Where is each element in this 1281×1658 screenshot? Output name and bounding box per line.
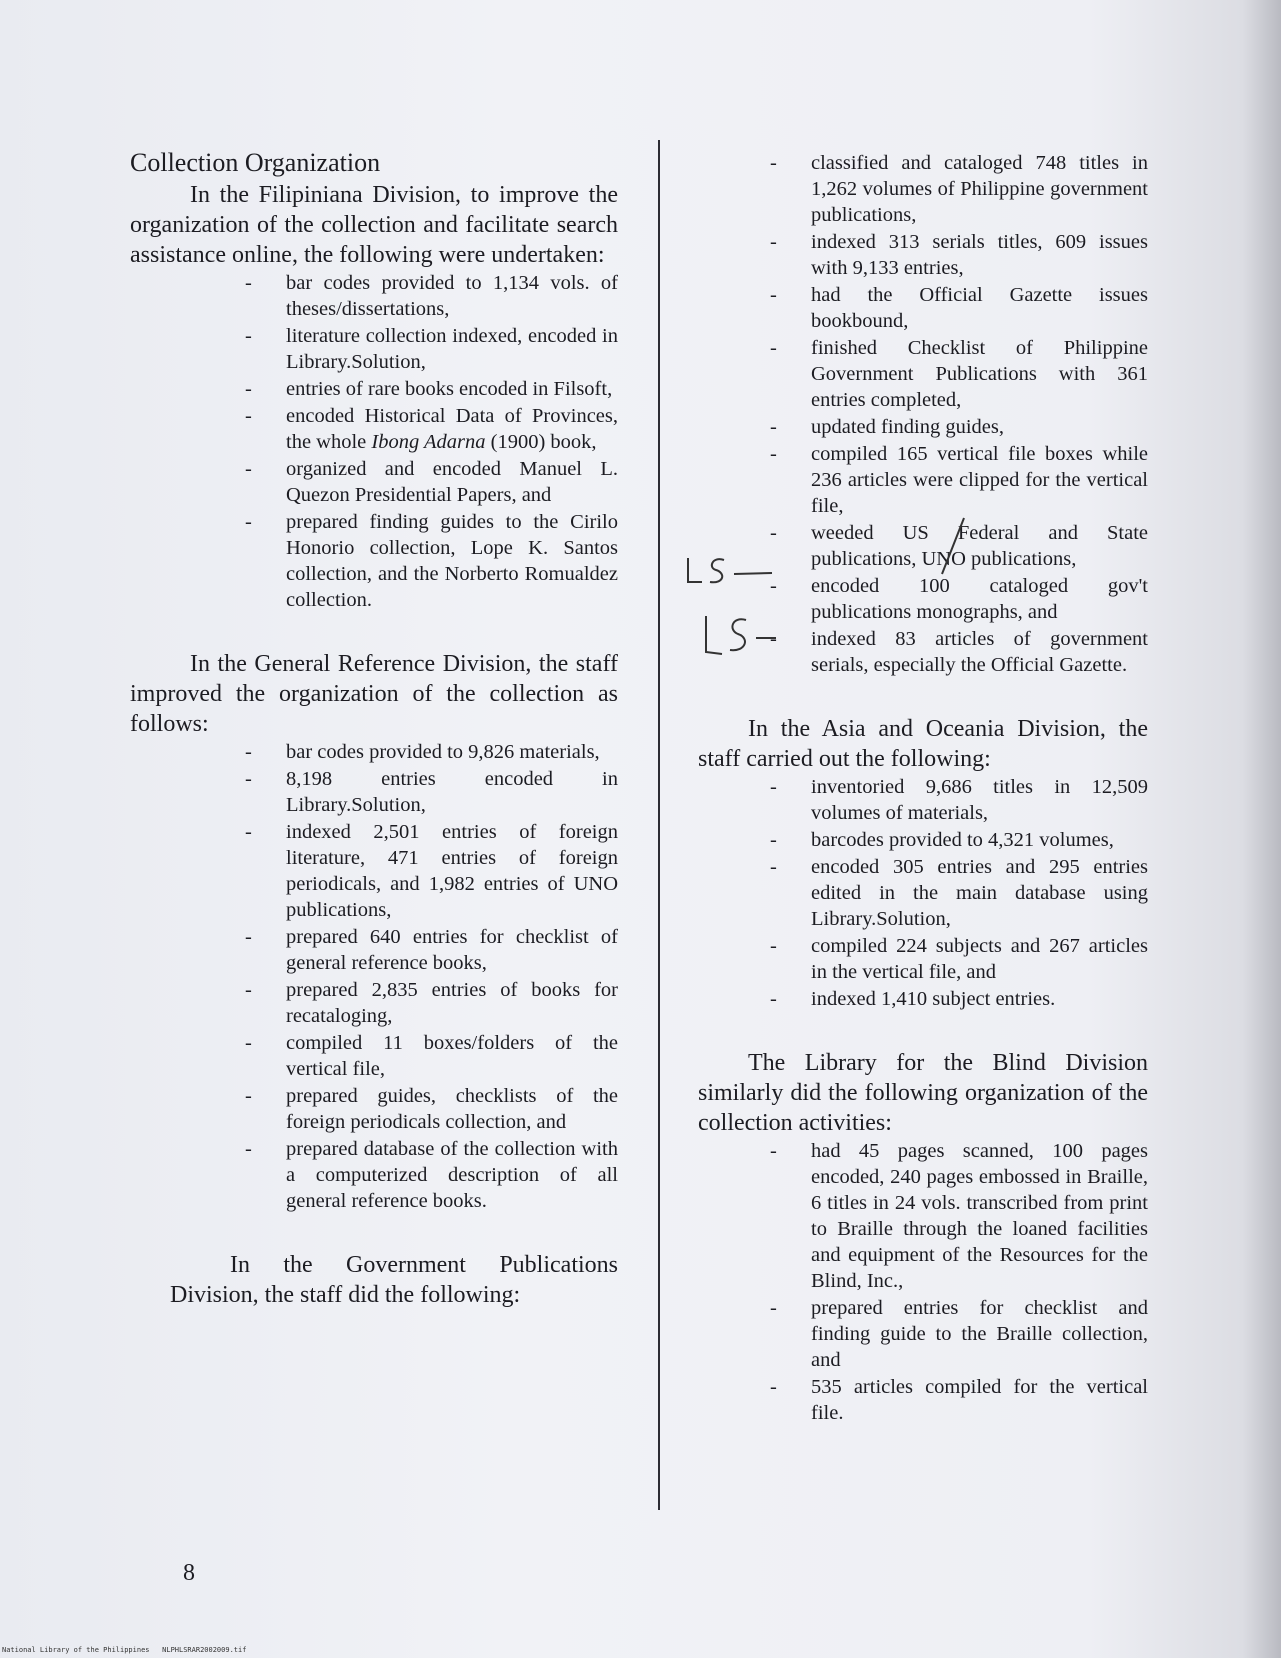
list-item-tail: (1900) book, xyxy=(490,431,597,453)
list-item: - updated finding guides, xyxy=(698,414,1148,440)
list-item-text: encoded Historical Data of Provinces, the whole xyxy=(286,405,618,453)
column-divider xyxy=(658,140,660,1510)
blind-intro: The Library for the Blind Division similarly did the following organization of the collection activities: xyxy=(698,1050,1148,1136)
page-number: 8 xyxy=(183,1560,195,1586)
list-item: - classified and cataloged 748 titles in 1,262 volumes of Philippine government publications, xyxy=(698,150,1148,228)
general-reference-list xyxy=(130,739,618,1214)
list-item: - compiled 11 boxes/folders of the vertical file, xyxy=(130,1030,618,1082)
list-item: - prepared finding guides to the Cirilo Honorio collection, Lope K. Santos collection, and the Norberto Romualdez collection. xyxy=(130,509,618,613)
list-item: - bar codes provided to 9,826 materials, xyxy=(130,739,618,765)
section-heading: Collection Organization xyxy=(130,148,381,177)
handwritten-mark xyxy=(938,516,968,576)
list-item: - indexed 2,501 entries of foreign literature, 471 entries of foreign periodicals, and 1,982 entries of UNO publications, xyxy=(130,819,618,923)
right-column xyxy=(698,150,1148,1427)
asia-oceania-list xyxy=(698,774,1148,1012)
list-item: - literature collection indexed, encoded in Library.Solution, xyxy=(130,323,618,375)
asia-oceania-intro: In the Asia and Oceania Division, the staff carried out the following: xyxy=(698,716,1148,772)
list-item: - entries of rare books encoded in Filsoft, xyxy=(130,376,618,402)
general-reference-intro: In the General Reference Division, the staff improved the organization of the collection as follows: xyxy=(130,651,618,737)
government-publications-list xyxy=(698,150,1148,678)
list-item: - compiled 165 vertical file boxes while 236 articles were clipped for the vertical file, xyxy=(698,441,1148,519)
list-item: - 535 articles compiled for the vertical file. xyxy=(698,1374,1148,1426)
list-item xyxy=(130,403,618,455)
list-item: - weeded US Federal and State publications, UNO publications, xyxy=(698,520,1148,572)
list-item: - prepared database of the collection with a computerized description of all general reference books. xyxy=(130,1136,618,1214)
government-publications-intro: In the Government Publications Division, the staff did the following: xyxy=(170,1252,618,1308)
list-item: - encoded 100 cataloged gov't publications monographs, and xyxy=(698,573,1148,625)
list-item: - indexed 1,410 subject entries. xyxy=(698,986,1148,1012)
list-item: - had 45 pages scanned, 100 pages encoded, 240 pages embossed in Braille, 6 titles in 24 vols. transcribed from print to Braille through the loaned facilities and equipment of the Resources for the Blind, Inc., xyxy=(698,1138,1148,1294)
list-item: - had the Official Gazette issues bookbound, xyxy=(698,282,1148,334)
filipiniana-intro: In the Filipiniana Division, to improve the organization of the collection and facilitate search assistance online, the following were undertaken: xyxy=(130,182,618,268)
list-item: - encoded 305 entries and 295 entries edited in the main database using Library.Solution, xyxy=(698,854,1148,932)
handwritten-mark xyxy=(700,612,780,660)
book-title: Ibong Adarna xyxy=(371,431,486,453)
scan-footer: National Library of the Philippines NLPHLSRAR2002009.tif xyxy=(2,1646,247,1654)
list-item: - prepared entries for checklist and finding guide to the Braille collection, and xyxy=(698,1295,1148,1373)
list-item: - prepared 640 entries for checklist of general reference books, xyxy=(130,924,618,976)
left-column xyxy=(130,148,618,1310)
list-item: - compiled 224 subjects and 267 articles in the vertical file, and xyxy=(698,933,1148,985)
list-item: - finished Checklist of Philippine Government Publications with 361 entries completed, xyxy=(698,335,1148,413)
list-item: - inventoried 9,686 titles in 12,509 volumes of materials, xyxy=(698,774,1148,826)
list-item: - indexed 83 articles of government serials, especially the Official Gazette. xyxy=(698,626,1148,678)
filipiniana-list xyxy=(130,270,618,613)
list-item: - bar codes provided to 1,134 vols. of theses/dissertations, xyxy=(130,270,618,322)
list-item: - indexed 313 serials titles, 609 issues with 9,133 entries, xyxy=(698,229,1148,281)
list-item: - prepared 2,835 entries of books for recataloging, xyxy=(130,977,618,1029)
handwritten-mark xyxy=(684,552,774,592)
list-item: - barcodes provided to 4,321 volumes, xyxy=(698,827,1148,853)
list-item: - 8,198 entries encoded in Library.Solution, xyxy=(130,766,618,818)
list-item: - prepared guides, checklists of the foreign periodicals collection, and xyxy=(130,1083,618,1135)
list-item: - organized and encoded Manuel L. Quezon Presidential Papers, and xyxy=(130,456,618,508)
blind-list xyxy=(698,1138,1148,1426)
